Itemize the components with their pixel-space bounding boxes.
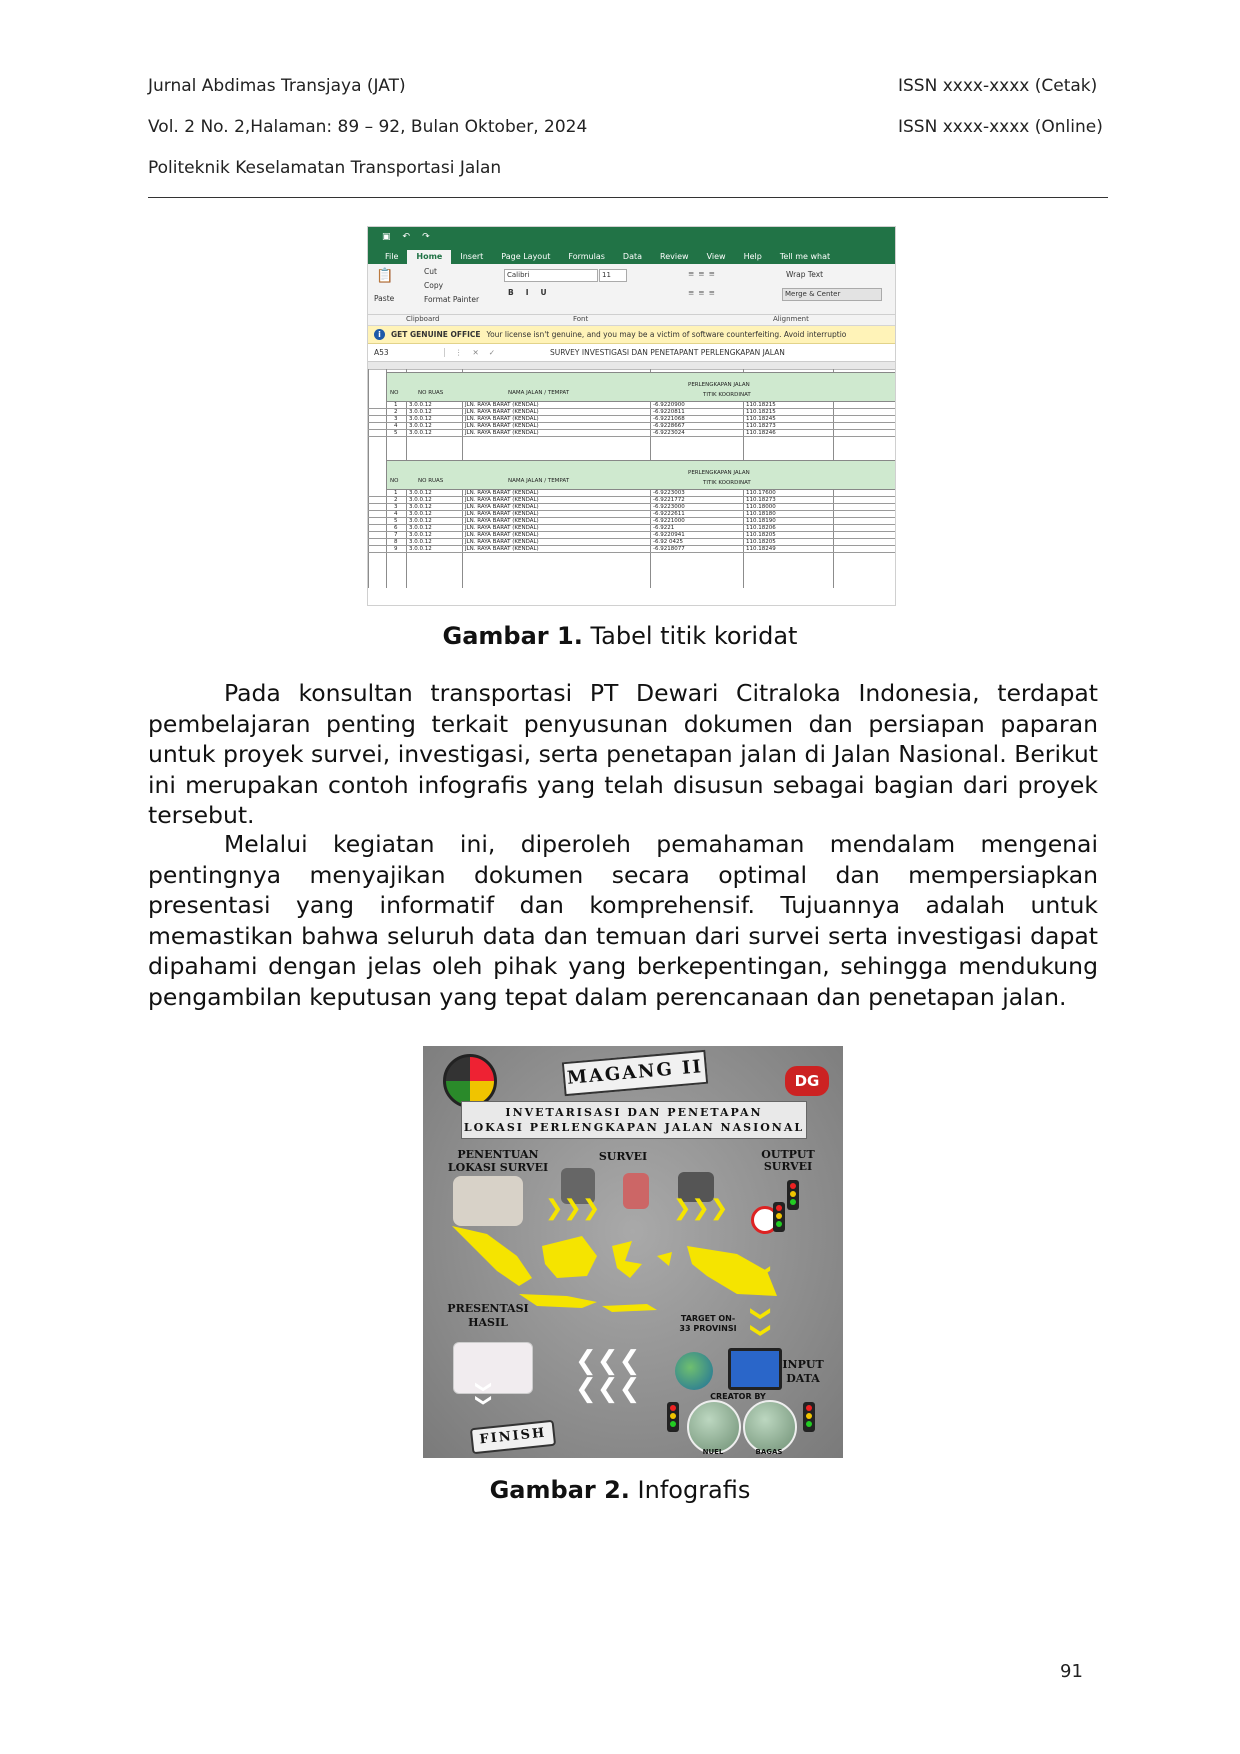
column-header-row bbox=[368, 362, 895, 370]
excel-tab: Formulas bbox=[568, 252, 605, 261]
table-cell-ruas: 3.0.0.12 bbox=[409, 490, 432, 496]
license-warning-bar bbox=[368, 326, 895, 344]
table-row bbox=[368, 525, 895, 532]
banner-line-1: INVETARISASI DAN PENETAPAN bbox=[505, 1106, 763, 1119]
table-cell-lat: -6.9228667 bbox=[653, 423, 685, 429]
table-cell-nama: JLN. RAYA BARAT (KENDAL) bbox=[465, 497, 539, 503]
table-cell-nama: JLN. RAYA BARAT (KENDAL) bbox=[465, 525, 539, 531]
column-header-nama: NAMA JALAN / TEMPAT bbox=[508, 390, 570, 396]
header-rule bbox=[148, 197, 1108, 198]
figure-2-caption-text: Infografis bbox=[629, 1476, 751, 1504]
excel-tab: Help bbox=[743, 252, 762, 261]
table-cell-lng: 110.18000 bbox=[746, 504, 776, 510]
figure-2-caption bbox=[0, 1476, 1240, 1504]
table-cell-nama: JLN. RAYA BARAT (KENDAL) bbox=[465, 546, 539, 552]
creator-2-name: BAGAS bbox=[755, 1448, 783, 1456]
table-cell-nama: JLN. RAYA BARAT (KENDAL) bbox=[465, 532, 539, 538]
table-cell-nama: JLN. RAYA BARAT (KENDAL) bbox=[465, 409, 539, 415]
excel-tab: Data bbox=[622, 252, 643, 261]
table-cell-lng: 110.18246 bbox=[746, 430, 776, 436]
undo-icon: ↶ bbox=[402, 232, 411, 242]
table-cell-ruas: 3.0.0.12 bbox=[409, 409, 432, 415]
banner-line-2: LOKASI PERLENGKAPAN JALAN NASIONAL bbox=[463, 1121, 805, 1134]
paragraph-2-text: Melalui kegiatan ini, diperoleh pemahaman mendalam mengenai pentingnya menyajikan dokumen secara optimal dan mempersiapkan presentasi yang informatif dan komprehensif. Tujuannya adalah untuk memastikan bahwa seluruh data dan temuan dari survei serta investigasi dapat dipahami dengan jelas oleh pihak yang berkepentingan, sehingga mendukung pengambilan keputusan yang tepat dalam perencanaan dan penetapan jalan. bbox=[148, 830, 1098, 1011]
infographic-title: MAGANG II bbox=[562, 1050, 708, 1096]
table-cell-nama: JLN. RAYA BARAT (KENDAL) bbox=[465, 416, 539, 422]
excel-tab: File bbox=[385, 252, 399, 261]
column-header-nama: NAMA JALAN / TEMPAT bbox=[508, 478, 570, 484]
excel-tab: Insert bbox=[460, 252, 484, 261]
paragraph-1 bbox=[148, 678, 1098, 831]
table-cell-lat: -6.9220941 bbox=[653, 532, 685, 538]
table-row bbox=[368, 423, 895, 430]
chevron-left-icon: ❮❮❮ bbox=[575, 1346, 641, 1376]
merge-center-button: Merge & Center bbox=[782, 288, 882, 301]
excel-ribbon-tabs bbox=[368, 247, 895, 264]
creator-1-name: NUEL bbox=[702, 1448, 724, 1456]
excel-tab: Page Layout bbox=[501, 252, 551, 261]
table-block-header bbox=[386, 372, 895, 402]
table-cell-lat: -6.92 0425 bbox=[653, 539, 683, 545]
issn-print: ISSN xxxx-xxxx (Cetak) bbox=[898, 76, 1098, 96]
table-cell-ruas: 3.0.0.12 bbox=[409, 518, 432, 524]
table-cell-no: 5 bbox=[394, 518, 398, 524]
table-row bbox=[368, 511, 895, 518]
creator-label: CREATOR BY bbox=[710, 1392, 766, 1401]
table-cell-ruas: 3.0.0.12 bbox=[409, 504, 432, 510]
table-cell-ruas: 3.0.0.12 bbox=[409, 402, 432, 408]
table-cell-nama: JLN. RAYA BARAT (KENDAL) bbox=[465, 423, 539, 429]
paragraph-1-text: Pada konsultan transportasi PT Dewari Citraloka Indonesia, terdapat pembelajaran penting terkait penyusunan dokumen dan persiapan paparan untuk proyek survei, investigasi, serta penetapan jalan di Jalan Nasional. Berikut ini merupakan contoh infografis yang telah disusun sebagai bagian dari proyek tersebut. bbox=[148, 679, 1098, 829]
table-cell-no: 1 bbox=[394, 402, 398, 408]
font-name-select: Calibri bbox=[504, 269, 598, 282]
figure-1-label: Gambar 1. bbox=[442, 622, 583, 650]
table-cell-no: 1 bbox=[394, 490, 398, 496]
column-header-titik: TITIK KOORDINAT bbox=[703, 392, 751, 398]
input-line-1: INPUT bbox=[782, 1358, 824, 1371]
table-cell-no: 3 bbox=[394, 416, 398, 422]
table-cell-lng: 110.18273 bbox=[746, 423, 776, 429]
step-4-line-2: HASIL bbox=[468, 1316, 508, 1329]
formula-icons: ⋮✕✓ bbox=[455, 348, 506, 357]
excel-ribbon bbox=[368, 264, 895, 315]
table-cell-lng: 110.18205 bbox=[746, 539, 776, 545]
align-icons-2: ≡≡≡ bbox=[688, 288, 719, 297]
table-cell-ruas: 3.0.0.12 bbox=[409, 532, 432, 538]
table-cell-nama: JLN. RAYA BARAT (KENDAL) bbox=[465, 430, 539, 436]
table-cell-ruas: 3.0.0.12 bbox=[409, 511, 432, 517]
table-cell-lng: 110.18273 bbox=[746, 497, 776, 503]
table-row bbox=[368, 504, 895, 511]
group-font: Font bbox=[573, 315, 589, 323]
table-cell-lat: -6.9223000 bbox=[653, 504, 685, 510]
table-cell-lng: 110.18205 bbox=[746, 532, 776, 538]
column-header-perlengkapan: PERLENGKAPAN JALAN bbox=[688, 470, 750, 476]
table-row bbox=[368, 546, 895, 553]
table-cell-nama: JLN. RAYA BARAT (KENDAL) bbox=[465, 539, 539, 545]
paragraph-2 bbox=[148, 829, 1098, 1012]
table-cell-lng: 110.17600 bbox=[746, 490, 776, 496]
table-cell-lat: -6.9221068 bbox=[653, 416, 685, 422]
table-cell-lng: 110.18206 bbox=[746, 525, 776, 531]
info-icon: i bbox=[374, 329, 385, 340]
table-cell-nama: JLN. RAYA BARAT (KENDAL) bbox=[465, 490, 539, 496]
table-row bbox=[368, 416, 895, 423]
table-cell-ruas: 3.0.0.12 bbox=[409, 497, 432, 503]
target-line-2: 33 PROVINSI bbox=[679, 1324, 737, 1333]
page-number: 91 bbox=[1060, 1661, 1083, 1682]
table-cell-ruas: 3.0.0.12 bbox=[409, 416, 432, 422]
chevron-right-icon: ❯❯❯ bbox=[545, 1196, 601, 1221]
align-icons: ≡≡≡ bbox=[688, 269, 719, 278]
table-row bbox=[368, 518, 895, 525]
chevron-left-icon-2: ❮❮❮ bbox=[575, 1374, 641, 1404]
traffic-light-icon-4 bbox=[803, 1402, 815, 1432]
table-row bbox=[368, 409, 895, 416]
table-cell-lat: -6.9220811 bbox=[653, 409, 685, 415]
figure-1-caption bbox=[0, 622, 1240, 650]
table-cell-lat: -6.9221 bbox=[653, 525, 675, 531]
table-cell-no: 7 bbox=[394, 532, 398, 538]
table-cell-lng: 110.18249 bbox=[746, 546, 776, 552]
cut-button: Cut bbox=[424, 267, 437, 276]
table-row bbox=[368, 490, 895, 497]
creator-photo-2 bbox=[743, 1400, 797, 1454]
font-style-buttons: BIU bbox=[508, 288, 559, 297]
table-row bbox=[368, 402, 895, 409]
table-cell-lat: -6.9221772 bbox=[653, 497, 685, 503]
copy-button: Copy bbox=[424, 281, 444, 290]
step-2: SURVEI bbox=[598, 1150, 648, 1163]
column-header-noruas: NO RUAS bbox=[418, 390, 444, 396]
figure-2-label: Gambar 2. bbox=[489, 1476, 630, 1504]
chevron-down-icon-3: ❯❯ bbox=[474, 1380, 494, 1407]
globe-icon bbox=[675, 1352, 713, 1390]
chevron-down-icon: ❯❯ bbox=[749, 1263, 774, 1297]
paste-label: Paste bbox=[374, 294, 395, 303]
table-cell-lng: 110.18180 bbox=[746, 511, 776, 517]
step-1-line-2: LOKASI SURVEI bbox=[447, 1161, 549, 1174]
warning-label: GET GENUINE OFFICE bbox=[391, 330, 481, 339]
journal-name: Jurnal Abdimas Transjaya (JAT) bbox=[148, 76, 406, 96]
excel-quick-access-bar bbox=[368, 227, 895, 247]
wrap-text-button: Wrap Text bbox=[786, 270, 824, 279]
table-cell-lat: -6.9218077 bbox=[653, 546, 685, 552]
traffic-light-icon bbox=[787, 1180, 799, 1210]
table-block-header bbox=[386, 460, 895, 490]
table-cell-no: 8 bbox=[394, 539, 398, 545]
formula-bar bbox=[368, 344, 895, 362]
step-4-line-1: PRESENTASI bbox=[447, 1302, 529, 1315]
excel-tab: Review bbox=[660, 252, 689, 261]
table-cell-lat: -6.9221000 bbox=[653, 518, 685, 524]
table-cell-no: 4 bbox=[394, 423, 398, 429]
font-size-select: 11 bbox=[599, 269, 627, 282]
input-line-2: DATA bbox=[786, 1372, 820, 1385]
figure-2-infographic bbox=[423, 1046, 843, 1458]
column-header-perlengkapan: PERLENGKAPAN JALAN bbox=[688, 382, 750, 388]
table-cell-no: 3 bbox=[394, 504, 398, 510]
warning-text: Your license isn't genuine, and you may be a victim of software counterfeiting. Avoid interruptio bbox=[486, 330, 847, 339]
table-cell-nama: JLN. RAYA BARAT (KENDAL) bbox=[465, 402, 539, 408]
creator-photo-1 bbox=[687, 1400, 741, 1454]
step-3-line-1: OUTPUT bbox=[761, 1148, 815, 1161]
name-box: A53 bbox=[368, 348, 445, 357]
table-cell-no: 6 bbox=[394, 525, 398, 531]
excel-tab: Tell me what bbox=[779, 252, 831, 261]
table-row bbox=[368, 430, 895, 437]
table-cell-ruas: 3.0.0.12 bbox=[409, 430, 432, 436]
figure-1-spreadsheet bbox=[367, 226, 896, 606]
step-3-line-2: SURVEI bbox=[763, 1160, 813, 1173]
target-line-1: TARGET ON- bbox=[680, 1314, 736, 1323]
table-row bbox=[368, 539, 895, 546]
table-cell-no: 2 bbox=[394, 409, 398, 415]
paste-icon: 📋 bbox=[376, 268, 394, 284]
table-cell-nama: JLN. RAYA BARAT (KENDAL) bbox=[465, 504, 539, 510]
chevron-right-icon-2: ❯❯❯ bbox=[673, 1196, 729, 1221]
column-header-titik: TITIK KOORDINAT bbox=[703, 480, 751, 486]
column-header-no: NO bbox=[390, 478, 399, 484]
excel-tab: Home bbox=[407, 250, 451, 264]
group-alignment: Alignment bbox=[773, 315, 809, 323]
redo-icon: ↷ bbox=[422, 232, 430, 242]
save-icon: ▣ bbox=[382, 232, 391, 242]
traffic-light-icon-3 bbox=[667, 1402, 679, 1432]
volume-info: Vol. 2 No. 2,Halaman: 89 – 92, Bulan Oktober, 2024 bbox=[148, 117, 588, 137]
institution-logo-icon bbox=[443, 1054, 497, 1108]
table-row bbox=[368, 532, 895, 539]
group-clipboard: Clipboard bbox=[406, 315, 440, 323]
sheet-grid bbox=[368, 362, 895, 588]
table-cell-lat: -6.9220900 bbox=[653, 402, 685, 408]
table-cell-nama: JLN. RAYA BARAT (KENDAL) bbox=[465, 518, 539, 524]
institution-name: Politeknik Keselamatan Transportasi Jalan bbox=[148, 158, 502, 178]
table-cell-ruas: 3.0.0.12 bbox=[409, 525, 432, 531]
finish-label: FINISH bbox=[470, 1420, 556, 1455]
table-cell-lat: -6.9222611 bbox=[653, 511, 685, 517]
table-cell-no: 9 bbox=[394, 546, 398, 552]
table-row bbox=[368, 497, 895, 504]
table-cell-ruas: 3.0.0.12 bbox=[409, 423, 432, 429]
table-cell-no: 2 bbox=[394, 497, 398, 503]
surveyor-icon bbox=[623, 1173, 649, 1209]
table-cell-lng: 110.18215 bbox=[746, 409, 776, 415]
infographic-banner bbox=[461, 1101, 807, 1139]
issn-online: ISSN xxxx-xxxx (Online) bbox=[898, 117, 1103, 137]
table-cell-no: 5 bbox=[394, 430, 398, 436]
table-cell-lng: 110.18190 bbox=[746, 518, 776, 524]
chevron-down-icon-2: ❯❯ bbox=[749, 1305, 774, 1339]
table-cell-lng: 110.18245 bbox=[746, 416, 776, 422]
excel-tab: View bbox=[706, 252, 726, 261]
table-cell-ruas: 3.0.0.12 bbox=[409, 546, 432, 552]
table-cell-lat: -6.9223024 bbox=[653, 430, 685, 436]
column-header-noruas: NO RUAS bbox=[418, 478, 444, 484]
table-cell-nama: JLN. RAYA BARAT (KENDAL) bbox=[465, 511, 539, 517]
column-header-no: NO bbox=[390, 390, 399, 396]
company-logo: DG bbox=[785, 1066, 829, 1096]
formula-content: SURVEY INVESTIGASI DAN PENETAPANT PERLENGKAPAN JALAN bbox=[550, 348, 785, 357]
table-cell-no: 4 bbox=[394, 511, 398, 517]
ribbon-group-labels bbox=[368, 315, 895, 326]
figure-1-caption-text: Tabel titik koridat bbox=[582, 622, 798, 650]
table-cell-lng: 110.18215 bbox=[746, 402, 776, 408]
format-painter-button: Format Painter bbox=[424, 295, 480, 304]
table-cell-ruas: 3.0.0.12 bbox=[409, 539, 432, 545]
table-cell-lat: -6.9223003 bbox=[653, 490, 685, 496]
step-1-line-1: PENENTUAN bbox=[457, 1148, 539, 1161]
